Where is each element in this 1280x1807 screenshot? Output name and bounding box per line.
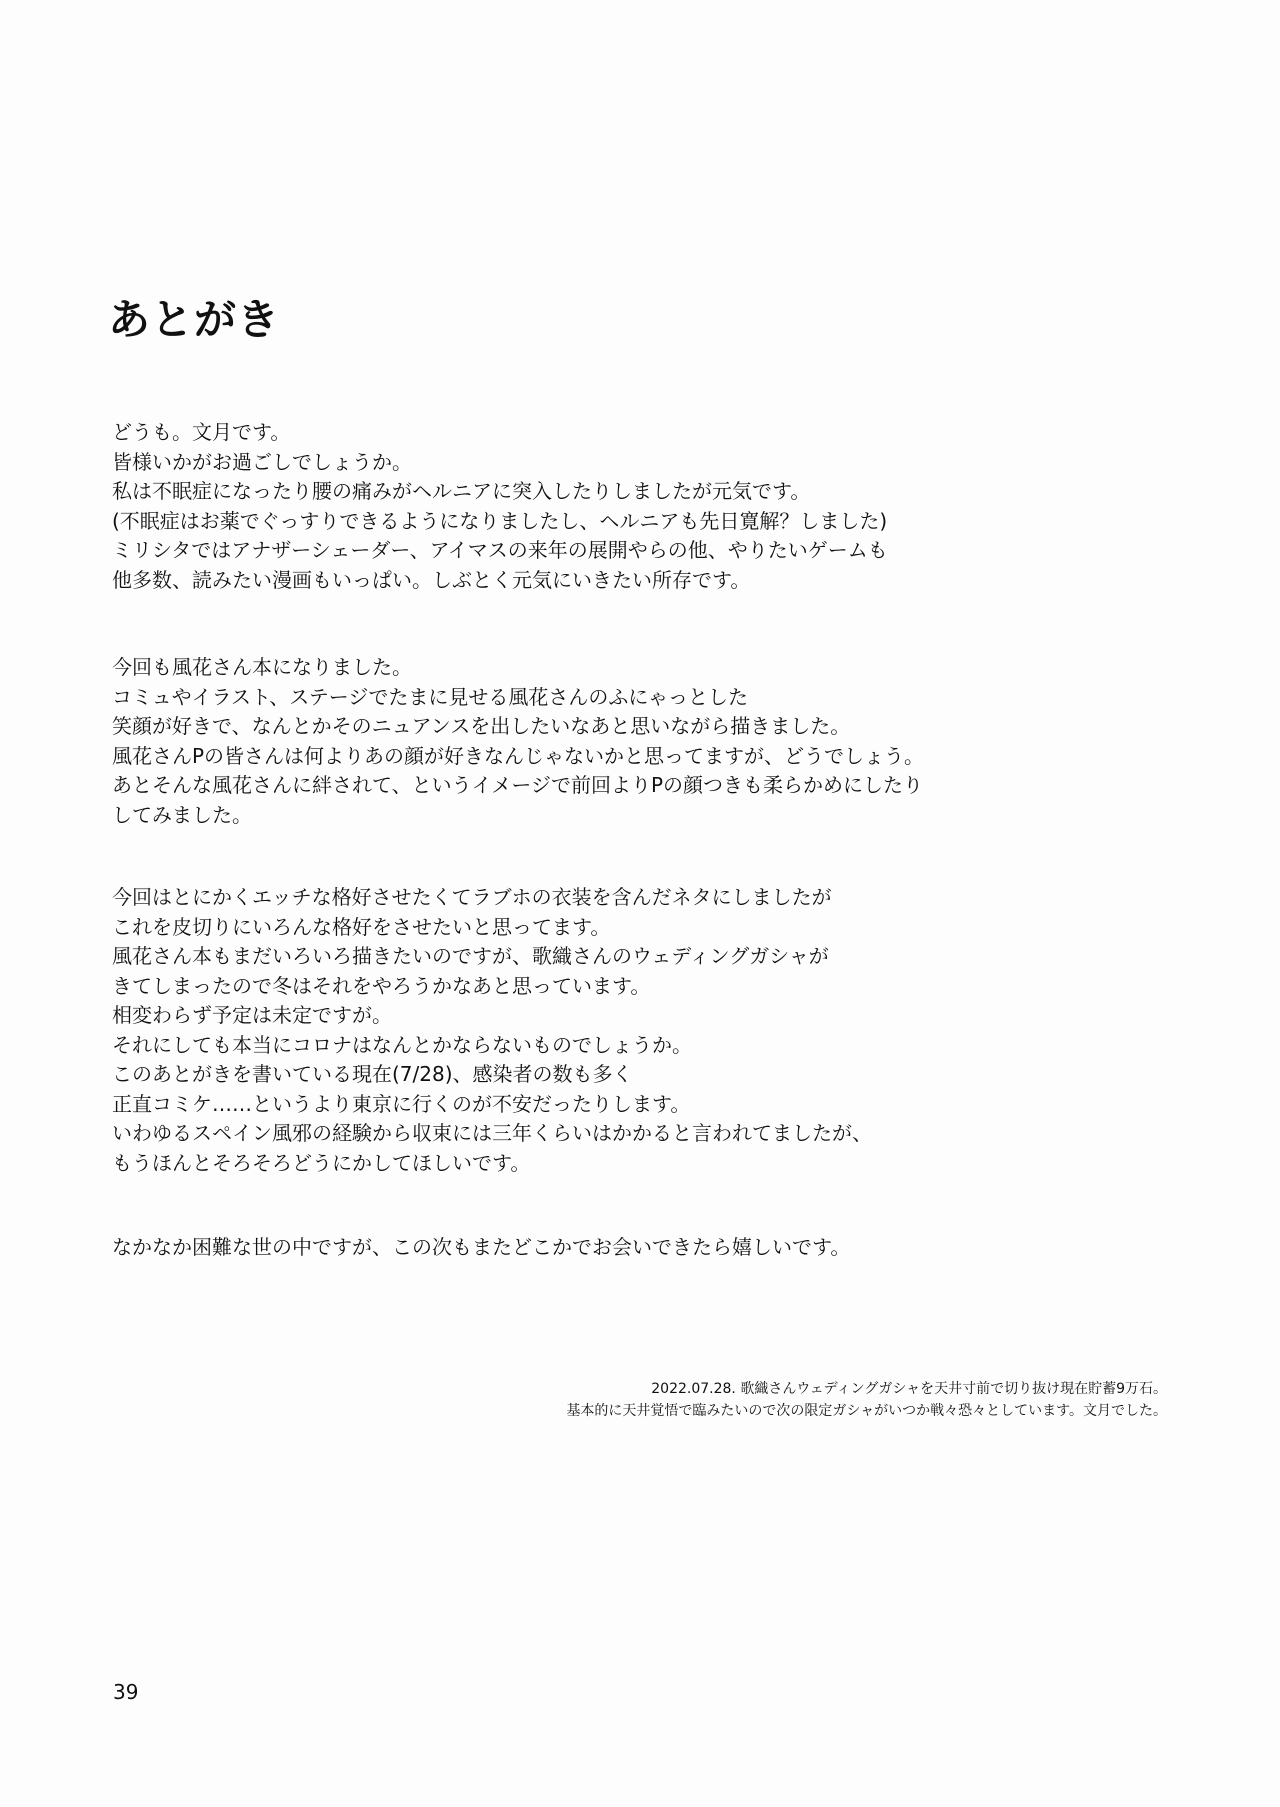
- text-line: してみました。: [112, 802, 252, 827]
- paragraph-3: [112, 883, 872, 1178]
- text-line: もうほんとそろそろどうにかしてほしいです。: [112, 1150, 531, 1175]
- text-line: なかなか困難な世の中ですが、この次もまたどこかでお会いできたら嬉しいです。: [112, 1235, 851, 1259]
- postscript-line: 基本的に天井覚悟で臨みたいので次の限定ガシャがいつか戦々恐々としています。文月でした。: [566, 1403, 1167, 1419]
- text-line: あとそんな風花さんに絆されて、というイメージで前回よりPの顔つきも柔らかめにしたり: [112, 773, 924, 797]
- text-line: このあとがきを書いている現在(7/28)、感染者の数も多く: [112, 1062, 633, 1086]
- paragraph-4: [112, 1233, 850, 1263]
- text-line: どうも。文月です。: [112, 420, 291, 444]
- text-line: コミュやイラスト、ステージでたまに見せる風花さんのふにゃっとした: [112, 684, 748, 709]
- text-line: それにしても本当にコロナはなんとかならないものでしょうか。: [112, 1032, 692, 1057]
- page-title: あとがき: [108, 295, 281, 344]
- text-line: いわゆるスペイン風邪の経験から収束には三年くらいはかかると言われてましたが、: [112, 1121, 872, 1145]
- postscript-line: 2022.07.28. 歌織さんウェディングガシャを天井寸前で切り抜け現在貯蓄9万石。: [651, 1381, 1167, 1397]
- text-line: 他多数、読みたい漫画もいっぱい。しぶとく元気にいきたい所存です。: [112, 567, 751, 592]
- page-number: 39: [113, 1680, 139, 1704]
- text-line: 私は不眠症になったり腰の痛みがヘルニアに突入したりしましたが元気です。: [112, 479, 811, 503]
- text-line: ミリシタではアナザーシェーダー、アイマスの来年の展開やらの他、やりたいゲームも: [112, 538, 888, 562]
- text-line: これを皮切りにいろんな格好をさせたいと思ってます。: [112, 914, 611, 939]
- text-line: 笑顔が好きで、なんとかそのニュアンスを出したいなあと思いながら描きました。: [112, 714, 851, 738]
- text-line: 正直コミケ……というより東京に行くのが不安だったりします。: [112, 1091, 691, 1116]
- text-line: 今回はとにかくエッチな格好させたくてラブホの衣装を含んだネタにしましたが: [112, 885, 832, 909]
- paragraph-2: [112, 653, 924, 830]
- text-line: 風花さん本もまだいろいろ描きたいのですが、歌織さんのウェディングガシャが: [112, 944, 829, 968]
- text-line: (不眠症はお薬でぐっすりできるようになりましたし、ヘルニアも先日寛解？しました): [112, 508, 888, 533]
- paragraph-1: [112, 418, 888, 595]
- text-line: 風花さんPの皆さんは何よりあの顔が好きなんじゃないかと思ってますが、どうでしょう。: [112, 743, 925, 768]
- text-line: 皆様いかがお過ごしでしょうか。: [112, 449, 412, 474]
- text-line: 相変わらず予定は未定ですが。: [112, 1003, 392, 1027]
- postscript: [566, 1378, 1167, 1422]
- text-line: きてしまったので冬はそれをやろうかなあと思っています。: [112, 973, 651, 998]
- text-line: 今回も風花さん本になりました。: [112, 655, 412, 679]
